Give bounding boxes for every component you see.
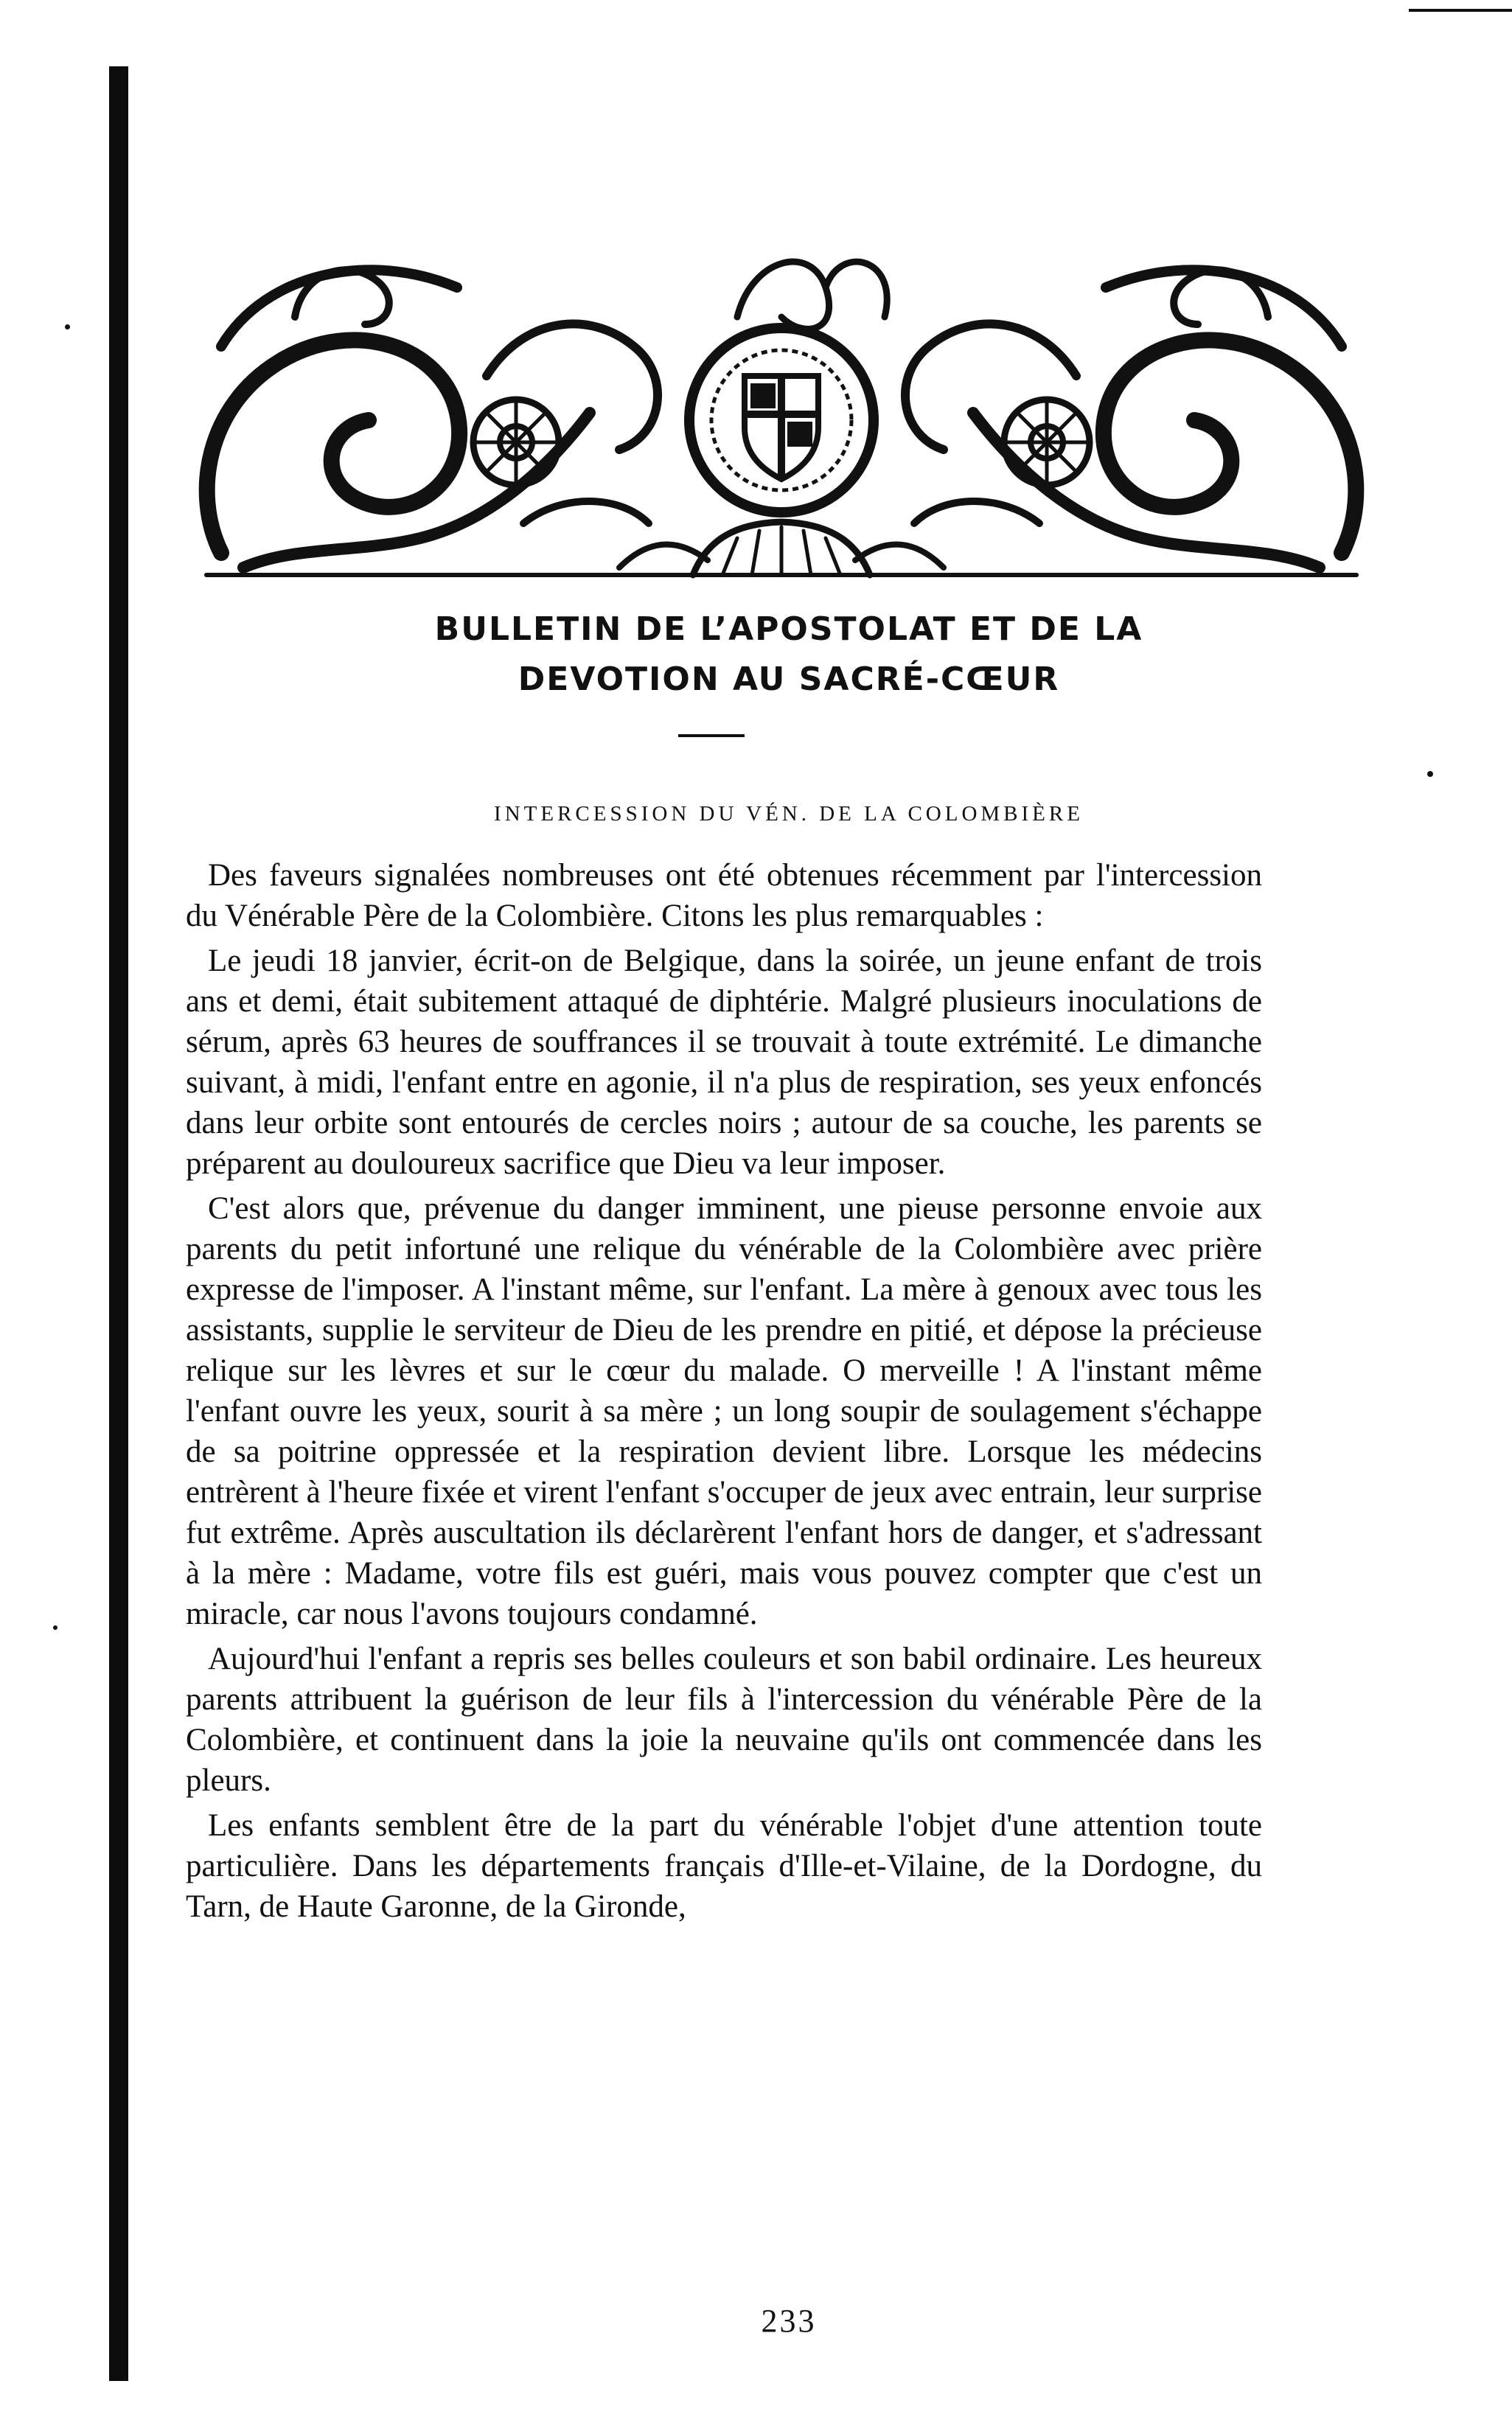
title-divider — [678, 734, 745, 737]
scan-speck — [65, 324, 70, 330]
paragraph: Le jeudi 18 janvier, écrit-on de Belgique, dans la soirée, un jeune enfant de trois ans et demi, était subitement attaqué de diphtérie. Malgré plusieurs inoculations de sérum, après 63 heures de souffrances il se trouvait à toute extrémité. Le dimanche suivant, à midi, l'enfant entre en agonie, il n'a plus de respiration, ses yeux enfoncés dans leur orbite sont entourés de cercles noirs ; autour de sa couche, les parents se préparent au douloureux sacrifice que Dieu va leur imposer. — [186, 944, 1262, 1181]
scan-border-bar — [109, 66, 128, 2381]
page-number: 233 — [761, 2303, 817, 2339]
article-body — [186, 855, 1262, 1931]
paragraph: C'est alors que, prévenue du danger imminent, une pieuse personne envoie aux parents du petit infortuné une relique du vénérable de la Colombière avec prière expresse de l'imposer. A l'instant même, sur l'enfant. La mère à genoux avec tous les assistants, supplie le serviteur de Dieu de les prendre en pitié, et dépose la précieuse relique sur les lèvres et sur le cœur du malade. O merveille ! A l'instant même l'enfant ouvre les yeux, sourit à sa mère ; un long soupir de soulagement s'échappe de sa poitrine oppressée et la respiration devient libre. Lorsque les médecins entrèrent à l'heure fixée et virent l'enfant s'occuper de jeux avec entrain, leur surprise fut extrême. Après auscultation ils déclarèrent l'enfant hors de danger, et s'adressant à la mère : Madame, votre fils est guéri, mais vous pouvez compter que c'est un miracle, car nous l'avons toujours condamné. — [186, 1191, 1262, 1631]
scan-speck — [1427, 771, 1433, 777]
paragraph: Aujourd'hui l'enfant a repris ses belles couleurs et son babil ordinaire. Les heureux parents attribuent la guérison de leur fils à l'intercession du vénérable Père de la Colombière, et continuent dans la joie la neuvaine qu'ils ont commencée dans les pleurs. — [186, 1642, 1262, 1798]
bulletin-title-line2: DEVOTION AU SACRÉ-CŒUR — [518, 660, 1060, 698]
top-right-rule — [1409, 9, 1512, 12]
paragraph: Des faveurs signalées nombreuses ont été obtenues récemment par l'intercession du Vénérable Père de la Colombière. Citons les plus remarquables : — [186, 858, 1262, 933]
coat-of-arms-icon — [689, 328, 874, 512]
floral-ornament-icon — [177, 229, 1386, 597]
bulletin-title-line1: BULLETIN DE L’APOSTOLAT ET DE LA — [434, 610, 1143, 648]
scan-speck — [53, 1625, 58, 1630]
section-heading: INTERCESSION DU VÉN. DE LA COLOMBIÈRE — [494, 802, 1084, 826]
paragraph: Les enfants semblent être de la part du vénérable l'objet d'une attention toute particulière. Dans les départements français d'Ille-et-Vilaine, de la Dordogne, du Tarn, de Haute Garonne, de la Gironde, — [186, 1808, 1262, 1924]
